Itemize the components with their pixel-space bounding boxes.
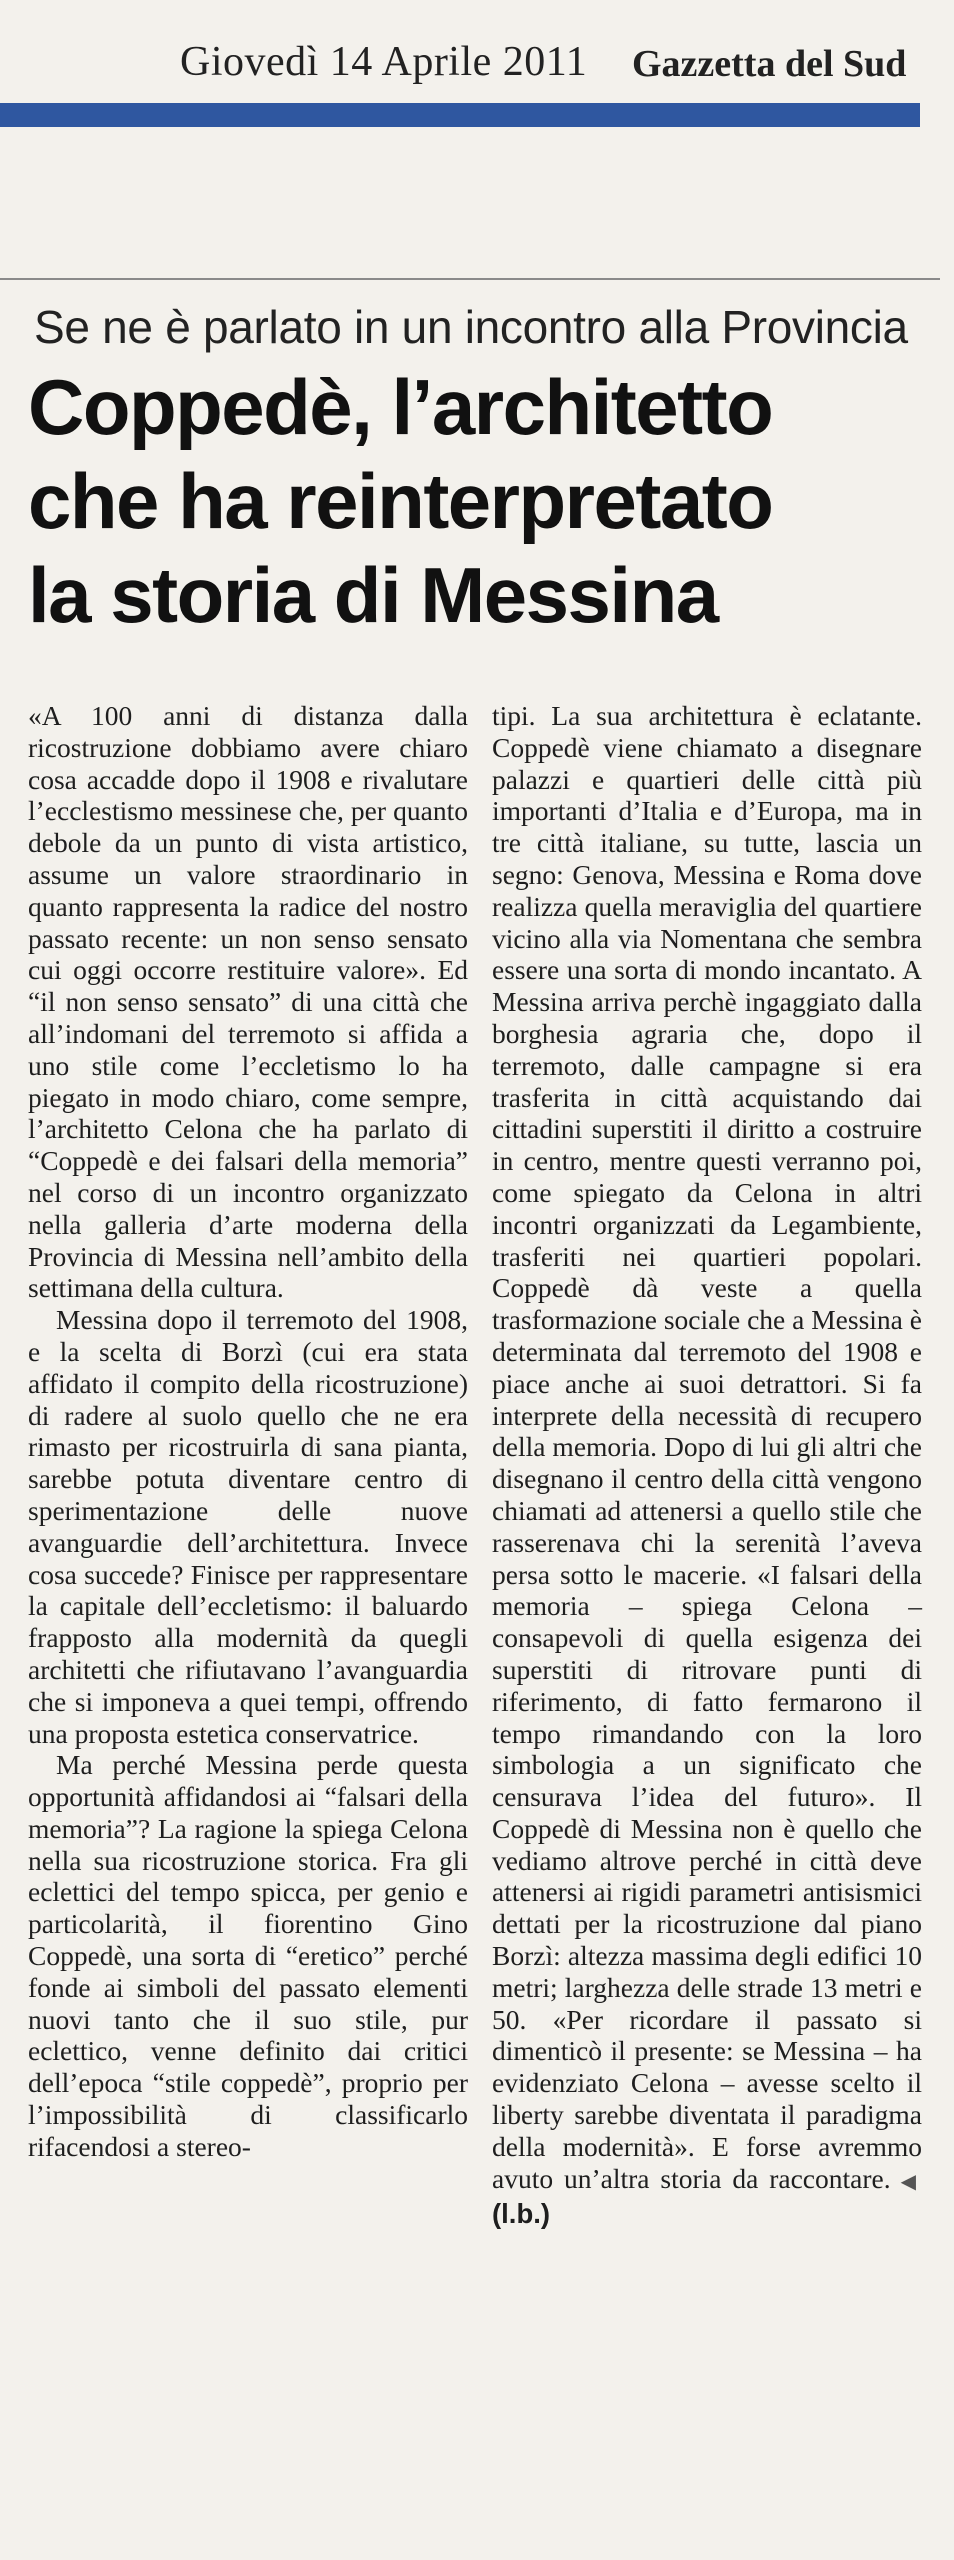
author-signature: (l.b.) [492, 2198, 551, 2230]
article-paragraph-text: tipi. La sua architettura è eclatante. Coppedè viene chiamato a disegnare palazzi e quartieri delle città più importanti d’Italia e d’Europa, ma in tre città italiane, su tutte, lascia un segno: Genova, Messina e Roma dove realizza quella meraviglia del quartiere vicino alla via Nomentana che sembra essere una sorta di mondo incantato. A Messina arriva perchè ingaggiato dalla borghesia agraria che, dopo il terremoto, dalle campagne si era trasferita in città acquistando dai cittadini superstiti il diritto a costruire in centro, mentre questi verranno poi, come spiegato da Celona in altri incontri organizzati da Legambiente, trasferiti nei quartieri popolari. Coppedè dà veste a quella trasformazione sociale che a Messina è determinata dal terremoto del 1908 e piace anche ai suoi detrattori. Si fa interprete della necessità di recupero della memoria. Dopo di lui gli altri che disegnano il centro della città vengono chiamati ad attenersi a quello stile che rasserenava chi la serenità l’aveva persa sotto le macerie. «I falsari della memoria – spiega Celona – consapevoli di quella esigenza dei superstiti di ritrovare punti di riferimento, di fatto fermarono il tempo rimandando con la loro simbologia a un significato che censurava l’idea del futuro». Il Coppedè di Messina non è quello che vediamo altrove perché in città deve attenersi ai rigidi parametri antisismici dettati per la ricostruzione dal piano Borzì: altezza massima degli edifici 10 metri; larghezza delle strade 13 metri e 50. «Per ricordare il passato si dimenticò il presente: se Messina – ha evidenziato Celona – avesse scelto il liberty sarebbe diventata il paradigma della modernità». E forse avremmo avuto un’altra storia da raccontare. [492, 700, 922, 2194]
article-kicker: Se ne è parlato in un incontro alla Provincia [34, 301, 908, 353]
article-headline [28, 360, 938, 642]
article-paragraph [492, 700, 922, 2230]
article-column-right [492, 700, 922, 2230]
article-column-left [28, 700, 468, 2163]
article-paragraph: «A 100 anni di distanza dalla ricostruzione dobbiamo avere chiaro cosa accadde dopo il 1908 e rivalutare l’ecclestismo messinese che, per quanto debole da un punto di vista artistico, assume un valore straordinario in quanto rappresenta la radice del nostro passato recente: un non senso sensato cui oggi occorre restituire valore». Ed “il non senso sensato” di una città che all’indomani del terremoto si affida a uno stile come l’eccletismo lo ha piegato in modo chiaro, come sempre, l’architetto Celona che ha parlato di “Coppedè e dei falsari della memoria” nel corso di un incontro organizzato nella galleria d’arte moderna della Provincia di Messina nell’ambito della settimana della cultura. [28, 700, 468, 1304]
masthead [0, 28, 954, 98]
headline-line: la storia di Messina [28, 551, 718, 639]
section-divider [0, 278, 940, 280]
article-paragraph: Messina dopo il terremoto del 1908, e la scelta di Borzì (cui era stata affidato il compito della ricostruzione) di radere al suolo quello che ne era rimasto per ricostruirla di sana pianta, sarebbe potuta diventare centro di sperimentazione delle nuove avanguardie dell’architettura. Invece cosa succede? Finisce per rappresentare la capitale dell’eccletismo: il baluardo frapposto alla modernità da quegli architetti che rifiutavano l’avanguardia che si imponeva a quei tempi, offrendo una proposta estetica conservatrice. [28, 1304, 468, 1749]
issue-date: Giovedì 14 Aprile 2011 [180, 39, 588, 85]
article-paragraph: Ma perché Messina perde questa opportunità affidandosi ai “falsari della memoria”? La ragione la spiega Celona nella sua ricostruzione storica. Fra gli eclettici del tempo spicca, per genio e particolarità, il fiorentino Gino Coppedè, una sorta di “eretico” perché fonde ai simboli del passato elementi nuovi tanto che il suo stile, pur eclettico, venne definito dai critici dell’epoca “stile coppedè”, proprio per l’impossibilità di classificarlo rifacendosi a stereo- [28, 1749, 468, 2162]
newspaper-name: Gazzetta del Sud [632, 43, 907, 85]
end-arrow-icon: ◀ [900, 2170, 916, 2193]
headline-line: Coppedè, l’architetto [28, 363, 773, 451]
header-rule [0, 103, 920, 127]
headline-line: che ha reinterpretato [28, 457, 773, 545]
